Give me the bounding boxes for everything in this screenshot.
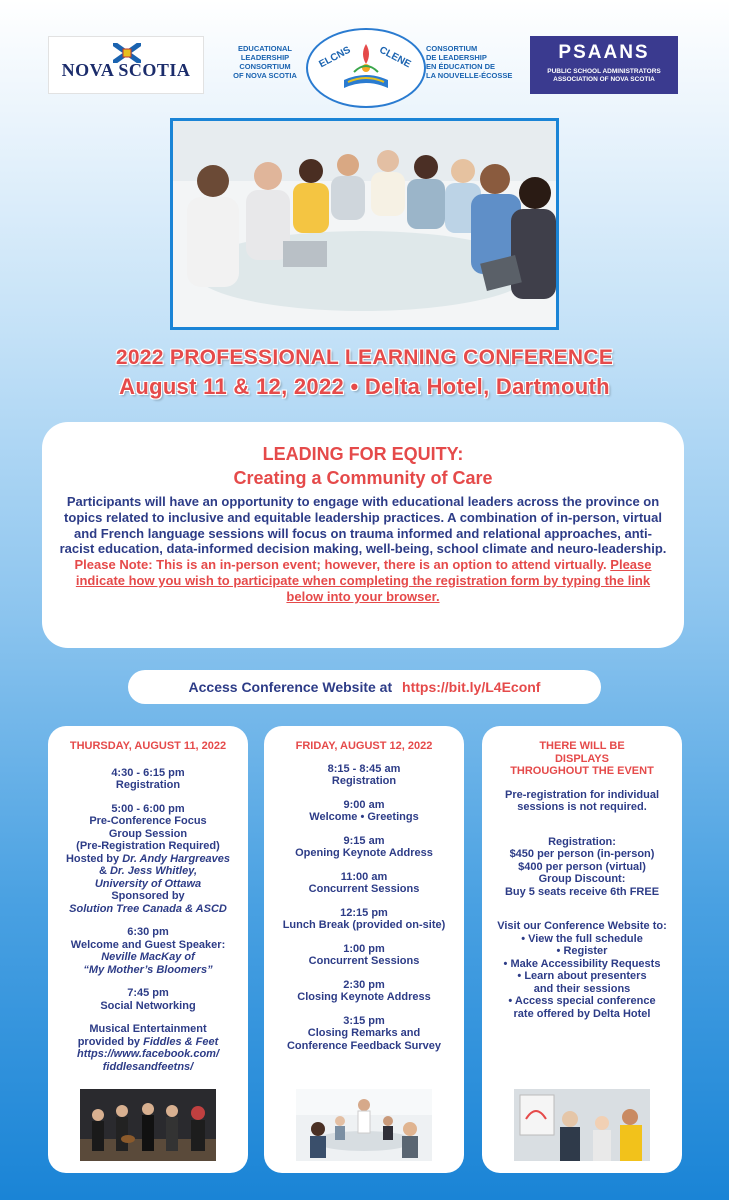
theme-subheading: Creating a Community of Care	[233, 468, 493, 488]
friday-item: 9:00 am Welcome • Greetings	[309, 798, 419, 823]
nova-scotia-wordmark: NOVA SCOTIA	[61, 60, 191, 80]
thursday-registration: 4:30 - 6:15 pm Registration	[111, 766, 185, 791]
meeting-photo	[296, 1089, 432, 1161]
band-photo	[80, 1089, 216, 1161]
musicians-illustration	[80, 1089, 216, 1161]
psaans-logo	[530, 36, 678, 94]
theme-description: Participants will have an opportunity to engage with educational leaders across the province on topics related to inclusive and equitable leadership practices. A combination of in-person, virtual and French language sessions will focus on trauma informed and relational approaches, anti-racist education, data-informed decision making, well-being, school climate and neuro-leadership.	[59, 494, 667, 557]
displays-heading: THERE WILL BE DISPLAYS THROUGHOUT THE EVENT	[510, 740, 654, 777]
attendance-note: Please Note: This is an in-person event; however, there is an option to attend virtually.	[74, 557, 607, 573]
prereg-note: Pre-registration for individual sessions is not required.	[504, 788, 660, 813]
exhibit-illustration	[514, 1089, 650, 1161]
event-info-card	[482, 726, 682, 1173]
theme-panel	[42, 422, 684, 648]
elcns-logo	[228, 36, 524, 94]
elcns-english-name: EDUCATIONAL LEADERSHIP CONSORTIUM OF NOVA SCOTIA	[233, 44, 297, 80]
clene-ring-text: CLENE	[377, 44, 413, 71]
website-features-list: Visit our Conference Website to: • View the full schedule • Register • Make Accessibility Requests • Learn about presenters and their sessions • Access special conference rate offered by Delta Hotel	[497, 920, 667, 1020]
hero-photo-meeting	[170, 118, 559, 330]
registration-instruction: Please indicate how you wish to participate when completing the registration form by typing the link below into your browser.	[75, 557, 652, 604]
thursday-schedule-card	[48, 726, 248, 1173]
friday-item: 9:15 am Opening Keynote Address	[295, 834, 433, 859]
conference-title: 2022 PROFESSIONAL LEARNING CONFERENCE	[115, 346, 614, 369]
conference-date-location: August 11 & 12, 2022 • Delta Hotel, Dartmouth	[119, 374, 610, 399]
boardroom-illustration	[296, 1089, 432, 1161]
theme-heading: LEADING FOR EQUITY:	[262, 444, 464, 464]
friday-item: 12:15 pm Lunch Break (provided on-site)	[282, 906, 446, 931]
friday-item: 8:15 - 8:45 am Registration	[327, 762, 401, 787]
fiddles-feet-link[interactable]: https://www.facebook.com/	[77, 1048, 219, 1060]
psaans-title: PSAANS	[558, 42, 650, 63]
thursday-music: Musical Entertainment provided by Fiddles & Feet https://www.facebook.com/ fiddlesandfeetns/	[48, 1023, 248, 1073]
thursday-welcome-speaker: 6:30 pm Welcome and Guest Speaker: Neville MacKay of “My Mother’s Bloomers”	[70, 926, 226, 976]
thursday-heading: THURSDAY, AUGUST 11, 2022	[69, 740, 227, 752]
friday-item: 2:30 pm Closing Keynote Address	[297, 978, 431, 1003]
elcns-french-name: CONSORTIUM DE LEADERSHIP EN ÉDUCATION DE LA NOUVELLE-ÉCOSSE	[426, 44, 513, 80]
elcns-ring-text: ELCNS	[317, 44, 353, 71]
friday-schedule-card	[264, 726, 464, 1173]
elcns-emblem	[306, 28, 426, 108]
nova-scotia-logo	[48, 36, 204, 94]
friday-item: 1:00 pm Concurrent Sessions	[308, 942, 420, 967]
thursday-networking: 7:45 pm Social Networking	[100, 987, 196, 1012]
thursday-focus-session: 5:00 - 6:00 pm Pre-Conference Focus Group Session (Pre-Registration Required) Hosted by Dr. Andy Hargreaves & Dr. Jess Whitley, University of Ottawa Sponsored by Solution Tree Canada & ASCD	[65, 802, 231, 915]
meeting-people-illustration	[173, 121, 556, 327]
friday-item: 11:00 am Concurrent Sessions	[308, 870, 420, 895]
displays-photo	[514, 1089, 650, 1161]
friday-heading: FRIDAY, AUGUST 12, 2022	[295, 740, 433, 752]
theme-description-block	[58, 494, 668, 605]
website-label: Access Conference Website at	[188, 679, 393, 695]
friday-item: 3:15 pm Closing Remarks and Conference Feedback Survey	[286, 1014, 442, 1052]
website-banner	[128, 670, 601, 704]
website-link[interactable]: https://bit.ly/L4Econf	[402, 679, 541, 695]
registration-pricing: Registration: $450 per person (in-person) $400 per person (virtual) Group Discount: Buy 5 seats receive 6th FREE	[504, 835, 660, 898]
psaans-subtitle: PUBLIC SCHOOL ADMINISTRATORS ASSOCIATION OF NOVA SCOTIA	[547, 68, 661, 83]
